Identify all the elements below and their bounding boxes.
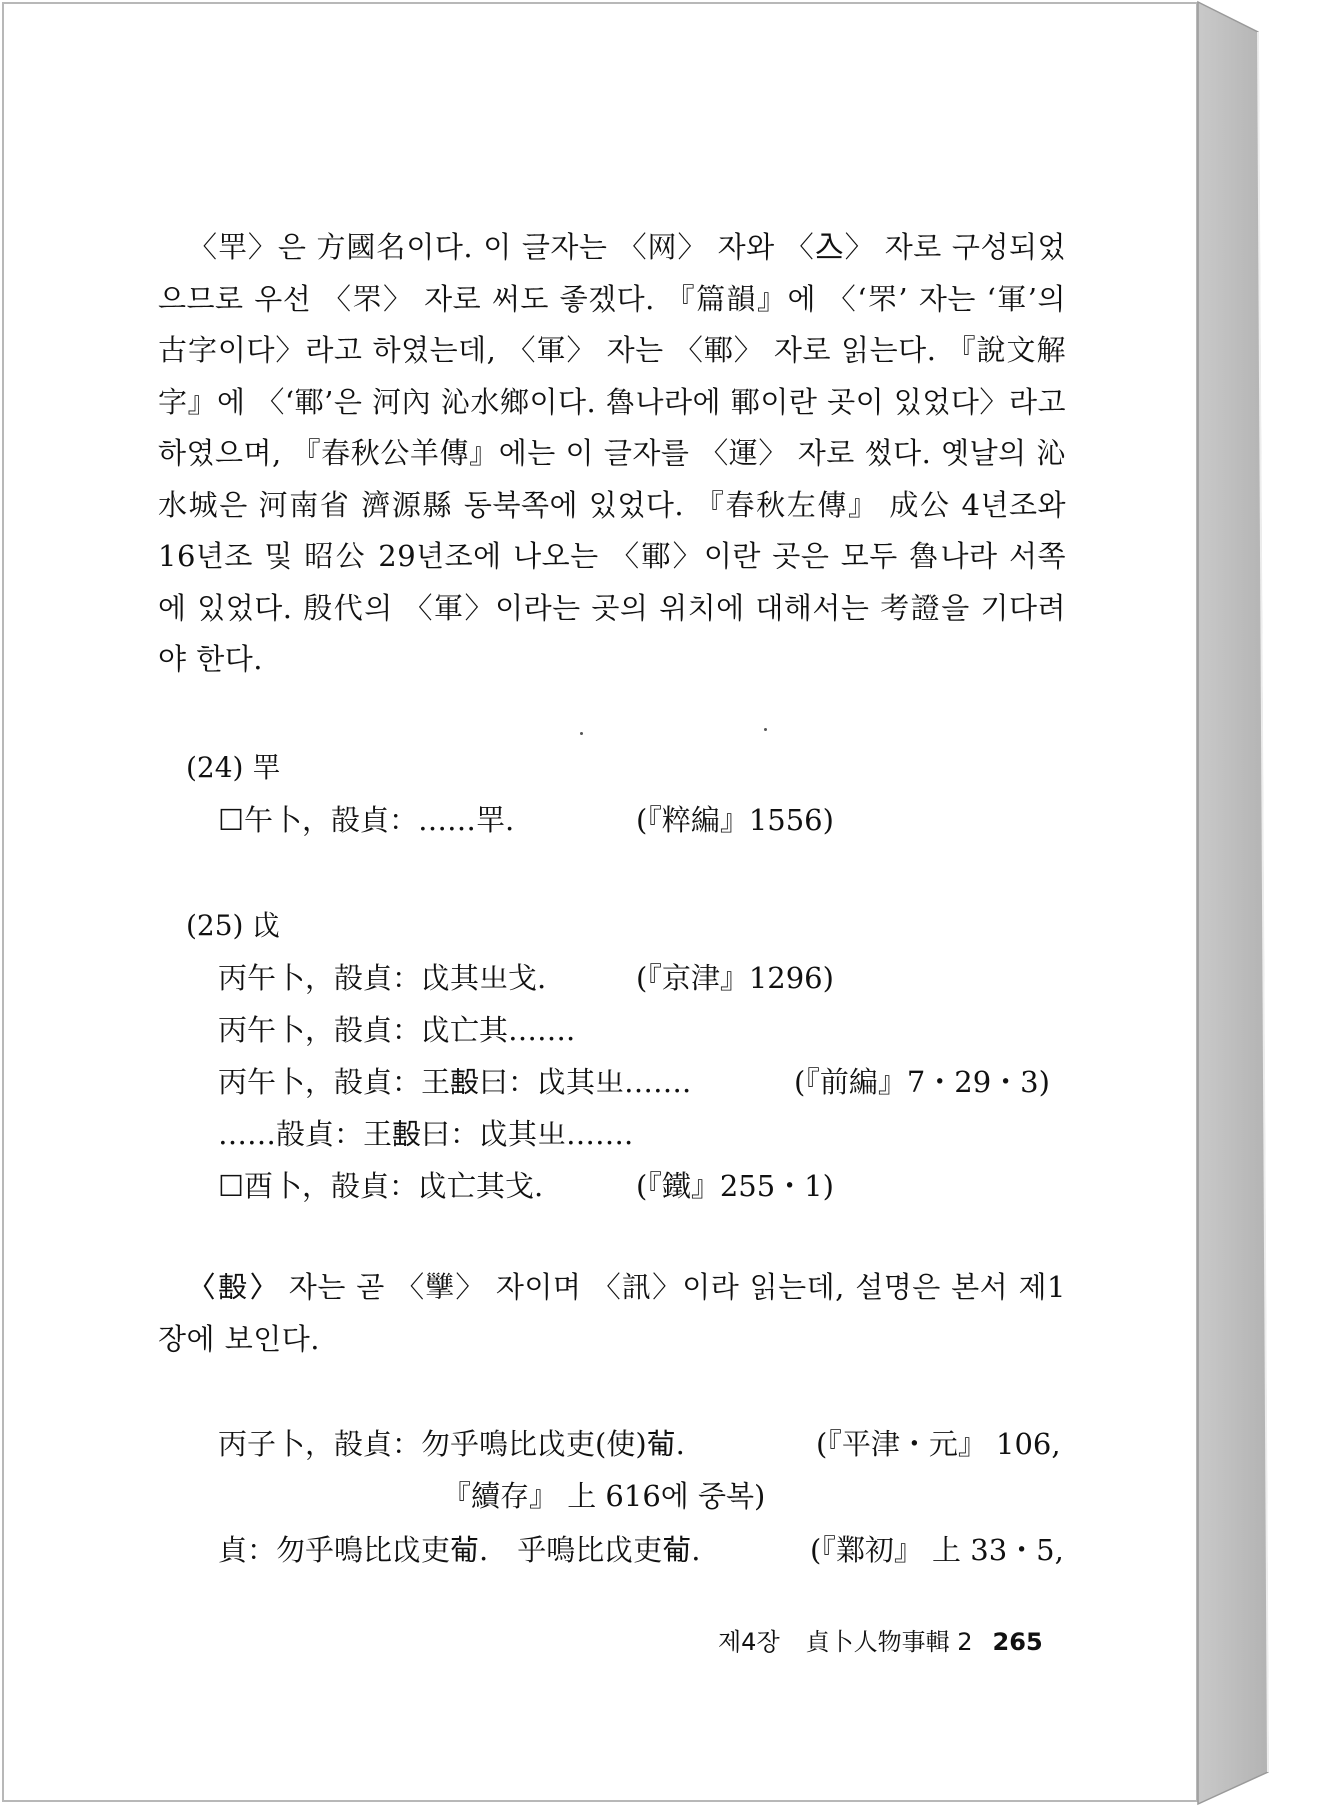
example-25-line-1: 丙午卜，㱿貞：戉其㞢戈. bbox=[218, 961, 547, 995]
example-25-line-4: ……㱿貞：王𣪠曰：戉其㞢……. bbox=[218, 1117, 634, 1151]
example-24-line-1: ☐午卜，㱿貞：……䍐. bbox=[218, 803, 515, 837]
example-26-source-1: (『平津・元』 106, bbox=[816, 1427, 1061, 1461]
footer-chapter: 제4장 bbox=[718, 1628, 780, 1656]
example-26-source-1-continued: 『續存』 上 616에 중복) bbox=[442, 1479, 766, 1513]
example-25-source-5: (『鐵』255・1) bbox=[636, 1169, 834, 1203]
page-number: 265 bbox=[992, 1628, 1043, 1656]
print-speck bbox=[764, 728, 767, 731]
paragraph-1: 〈䍐〉은 方國名이다. 이 글자는 〈网〉 자와 〈𠓛〉 자로 구성되었으므로 우선 〈罘〉 자로 써도 좋겠다. 『篇韻』에 〈‘罘’ 자는 ‘軍’의 古字이다〉라고 하였는데, 〈軍〉 자는 〈鄆〉 자로 읽는다. 『說文解字』에 〈‘鄆’은 河內 沁水鄉이다. 魯나라에 鄆이란 곳이 있었다〉라고 하였으며, 『春秋公羊傳』에는 이 글자를 〈運〉 자로 썼다. 옛날의 沁水城은 河南省 濟源縣 동북쪽에 있었다. 『春秋左傳』 成公 4년조와 16년조 및 昭公 29년조에 나오는 〈鄆〉이란 곳은 모두 魯나라 서쪽에 있었다. 殷代의 〈軍〉이라는 곳의 위치에 대해서는 考證을 기다려야 한다. bbox=[158, 230, 1066, 676]
example-25-heading: (25) 戉 bbox=[186, 909, 281, 942]
example-25-source-1: (『京津』1296) bbox=[636, 961, 834, 995]
book-thickness-shading bbox=[1198, 2, 1328, 1806]
paragraph-2: 〈𣪠〉 자는 곧 〈𢹭〉 자이며 〈訊〉이라 읽는데, 설명은 본서 제1장에 보인다. bbox=[158, 1270, 1066, 1356]
example-24-heading: (24) 䍐 bbox=[186, 751, 281, 784]
example-25-line-2: 丙午卜，㱿貞：戉亡其……. bbox=[218, 1013, 576, 1047]
example-26-source-2: (『鄴初』 上 33・5, bbox=[810, 1533, 1064, 1567]
second-text-block bbox=[158, 1262, 1066, 1365]
main-text-block bbox=[158, 222, 1066, 686]
example-26-line-1: 丙子卜，㱿貞：勿乎鳴比戉吏(使)𤰈. bbox=[218, 1427, 685, 1461]
example-26-line-2: 貞：勿乎鳴比戉吏𤰈. 乎鳴比戉吏𤰈. bbox=[218, 1533, 701, 1567]
example-25-line-3: 丙午卜，㱿貞：王𣪠曰：戉其㞢……. bbox=[218, 1065, 692, 1099]
page-footer bbox=[718, 1626, 1043, 1658]
print-speck bbox=[580, 732, 583, 735]
example-24-source-1: (『粹編』1556) bbox=[636, 803, 834, 837]
example-25-source-3: (『前編』7・29・3) bbox=[794, 1065, 1050, 1099]
footer-title: 貞卜人物事輯 2 bbox=[805, 1628, 973, 1656]
example-25-line-5: ☐酉卜，㱿貞：戉亡其戈. bbox=[218, 1169, 544, 1203]
